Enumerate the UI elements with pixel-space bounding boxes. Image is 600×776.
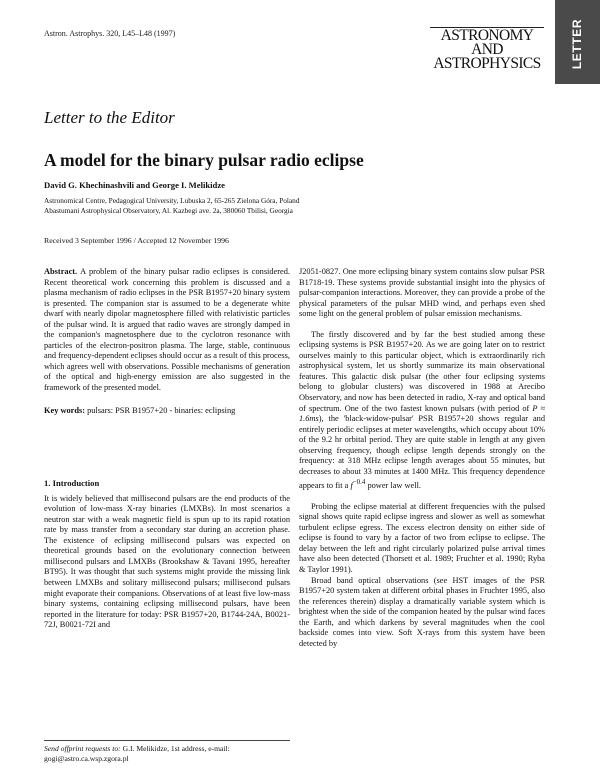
abstract	[44, 267, 290, 394]
article-authors: David G. Khechinashvili and George I. Melikidze	[44, 180, 225, 190]
right-paragraph-3: Probing the eclipse material at different frequencies with the pulsed signal shows quite rapid eclipse ingress and slower as well as somewhat turbulent eclipse egress. The excess electron density on either side of eclipse is found to vary by a factor of two from eclipse to eclipse. The delay between the left and right circularly polarized pulse arrival times have also been detected (Thorsett et al. 1989; Fruchter et al. 1990; Ryba & Taylor 1991).	[299, 501, 545, 574]
frequency-math: f	[350, 481, 353, 491]
affiliation-1: Astronomical Centre, Pedagogical University, Lubuska 2, 65-265 Zielona Góra, Poland	[44, 196, 300, 205]
affiliation-2: Abastumani Astrophysical Observatory, Al. Kazbegi ave. 2a, 380060 Tbilisi, Georgia	[44, 206, 293, 215]
right-column	[299, 267, 545, 649]
right-paragraph-2	[299, 330, 545, 492]
letter-tab-label: LETTER	[570, 18, 584, 70]
article-title: A model for the binary pulsar radio eclipse	[44, 150, 364, 170]
abstract-label: Abstract.	[44, 267, 78, 276]
introduction-paragraph: It is widely believed that millisecond pulsars are the end products of the evolution of low-mass X-ray binaries (LMXBs). In most scenarios a neutron star with a weak magnetic field is spun up to its rapid rotation rate by mass transfer from a secondary star during an accretion phase. The existence of eclipsing millisecond pulsars was expected on theoretical grounds based on the evolutionary connection between millisecond pulsars and LMXBs (Brookshaw & Tavani 1995, hereafter BT95). It was thought that such systems might provide the missing link between LMXBs and solitary millisecond pulsars; millisecond pulsars might evaporate their companions. Observations of at least five low-mass binary systems, containing eclipsing millisecond pulsars, have been reported in the literature for today: PSR B1957+20, B1744-24A, B0021-72J, B0021-72I and	[44, 493, 290, 630]
logo-line-1: ASTRONOMY	[440, 27, 534, 44]
logo-line-3: ASTROPHYSICS	[433, 55, 541, 72]
footnote-text: G.I. Melikidze, 1st address, e-mail: gogi@astro.ca.wsp.zgora.pl	[44, 744, 230, 763]
letter-side-tab	[555, 0, 600, 84]
journal-logo	[430, 27, 544, 71]
footnote-label: Send offprint requests to:	[44, 744, 121, 753]
footnote	[44, 740, 290, 764]
left-column	[44, 267, 290, 631]
right-paragraph-2-part-a: The firstly discovered and by far the best studied among these eclipsing systems is PSR B1957+20. As we are going later on to restrict ourselves mainly to this particular object, which is extraordinarily rich astrophysical system, let us shortly summarize its main observational features. This galactic disk pulsar (the other four eclipsing systems belong to globular clusters) was discovered in 1988 at Arecibo Observatory, and now has been detected in radio, X-ray and optical band of spectrum. One of the two fastest known pulsars (with period of	[299, 329, 545, 413]
received-dates: Received 3 September 1996 / Accepted 12 November 1996	[44, 236, 229, 245]
right-paragraph-2-part-b: ), the 'black-widow-pulsar' PSR B1957+20 shows regular and entirely periodic eclipses at meter wavelengths, which occupy about 10% of the 9.2 hr orbital period. They are quite stable in length at any given observing frequency, though eclipse length depends strongly on the frequency: at 318 MHz eclipse length averages about 55 minutes, but decreases to about 33 minutes at 1400 MHz. This frequency dependence appears to fit a	[299, 414, 545, 491]
keywords-text: pulsars: PSR B1957+20 - binaries: eclipsing	[87, 405, 236, 415]
right-paragraph-2-part-c: power law well.	[365, 481, 421, 491]
section-label: Letter to the Editor	[44, 108, 175, 127]
journal-reference: Astron. Astrophys. 320, L45–L48 (1997)	[44, 29, 176, 38]
abstract-text: A problem of the binary pulsar radio eclipses is considered. Recent theoretical work concerning this problem is discussed and a plasma mechanism of radio eclipses in the PSR B1957+20 binary system is presented. The companion star is assumed to be a degenerate white dwarf with nearly dipolar magnetosphere filled with relativistic particles of the pulsar wind. It is argued that radio waves are strongly damped in the companion's magnetosphere due to the cyclotron resonance with particles of the electron-positron plasma. The large, stable, continuous and frequency-dependent eclipses should occur as a result of this process, which agrees well with observations. Possible mechanisms of generation of the optical and high-energy emission are also suggested in the framework of the presented model.	[44, 267, 290, 393]
keywords-label: Key words:	[44, 405, 86, 415]
period-math: P ≈ 1.6ms	[299, 403, 545, 424]
power-law-exponent: −0.4	[352, 478, 366, 487]
introduction-heading: 1. Introduction	[44, 478, 100, 489]
right-paragraph-1: J2051-0827. One more eclipsing binary system contains slow pulsar PSR B1718-19. These systems provide substantial insight into the physics of pulsar-companion interactions. Moreover, they can provide a probe of the physical parameters of the pulsar MHD wind, and perhaps even shed some light on the general problem of pulsar emission mechanisms.	[299, 267, 545, 319]
logo-line-2: AND	[471, 41, 503, 58]
keywords	[44, 406, 290, 417]
right-paragraph-4: Broad band optical observations (see HST images of the PSR B1957+20 system taken at different orbital phases in Fruchter 1995, also the references therein) display a dramatically variable system which is brightest when the side of the companion heated by the pulsar wind faces the Earth, and which darkens by several magnitudes when the cool backside comes into view. Soft X-rays from this system have been detected by	[299, 575, 545, 648]
